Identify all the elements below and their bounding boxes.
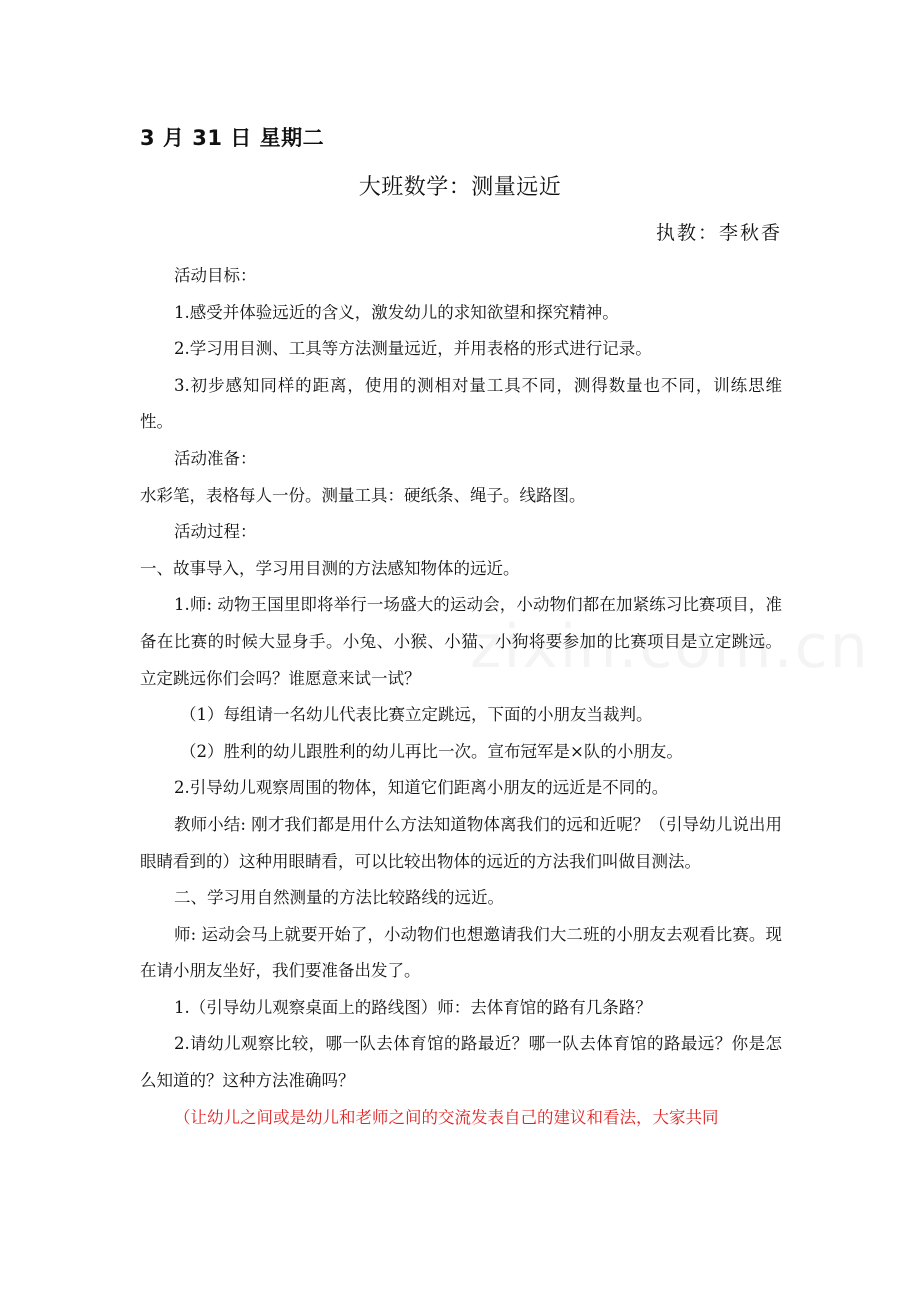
part-1-heading: 一、故事导入，学习用目测的方法感知物体的远近。 [140,558,520,578]
part-1-step-2: 2.引导幼儿观察周围的物体，知道它们距离小朋友的远近是不同的。 [174,778,669,798]
part-2-heading: 二、学习用自然测量的方法比较路线的远近。 [174,888,504,908]
teacher-name: 执教：李秋香 [655,222,782,244]
part-2-step-2: 2.请幼儿观察比较，哪一队去体育馆的路最近？哪一队去体育馆的路最远？你是怎么知道的？这种方法准确吗？ [140,1034,782,1091]
part-1-step-1a: （1）每组请一名幼儿代表比赛立定跳远，下面的小朋友当裁判。 [180,705,653,725]
part-1-step-1b: （2）胜利的幼儿跟胜利的幼儿再比一次。宣布冠军是×队的小朋友。 [180,741,683,761]
prep-heading: 活动准备： [174,448,257,468]
part-1-step-1: 1.师: 动物王国里即将举行一场盛大的运动会，小动物们都在加紧练习比赛项目，准备在比赛的时候大显身手。小兔、小猴、小猫、小狗将要参加的比赛项目是立定跳远。立定跳远你们会吗？谁愿意来试一试？ [140,595,782,688]
part-2-intro: 师: 运动会马上就要开始了，小动物们也想邀请我们大二班的小朋友去观看比赛。现在请小朋友坐好，我们要准备出发了。 [140,924,782,981]
part-2-step-1: 1.（引导幼儿观察桌面上的路线图）师：去体育馆的路有几条路？ [174,997,652,1017]
lesson-body [140,258,782,1136]
goal-item-2: 2.学习用目测、工具等方法测量远近，并用表格的形式进行记录。 [174,339,652,359]
goals-heading: 活动目标： [174,266,257,285]
process-heading: 活动过程： [174,522,257,542]
goal-item-3: 3.初步感知同样的距离，使用的测相对量工具不同，测得数量也不同，训练思维性。 [140,375,782,432]
prep-text: 水彩笔，表格每人一份。测量工具：硬纸条、绳子。线路图。 [140,485,586,505]
lesson-title: 大班数学：测量远近 [358,175,562,200]
goal-item-1: 1.感受并体验远近的含义，激发幼儿的求知欲望和探究精神。 [174,302,619,322]
lesson-date: 3 月 31 日 星期二 [140,126,325,150]
part-2-note: （让幼儿之间或是幼儿和老师之间的交流发表自己的建议和看法，大家共同 [174,1107,719,1127]
part-1-summary: 教师小结: 刚才我们都是用什么方法知道物体离我们的远和近呢？（引导幼儿说出用眼睛看到的）这种用眼睛看，可以比较出物体的远近的方法我们叫做目测法。 [140,814,782,871]
